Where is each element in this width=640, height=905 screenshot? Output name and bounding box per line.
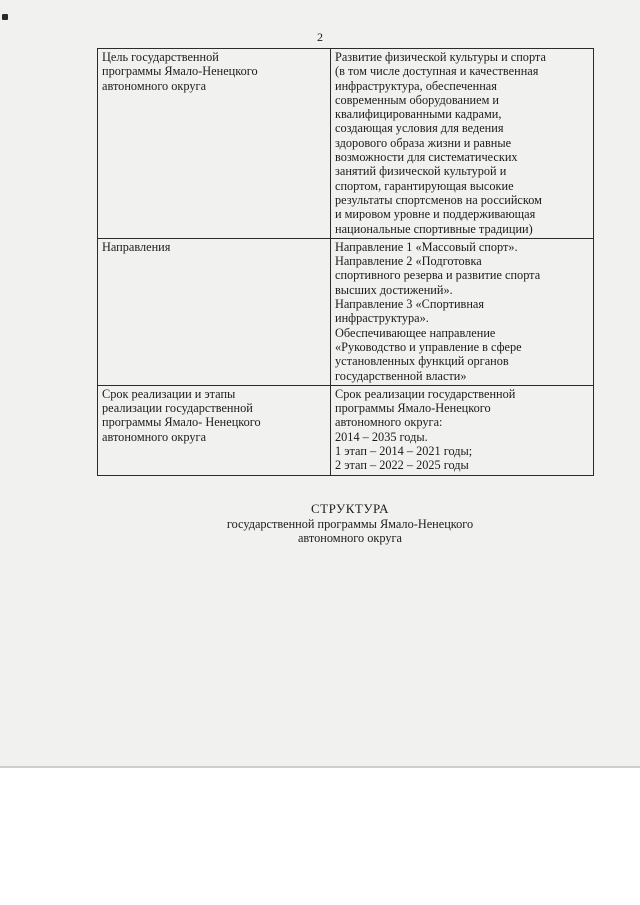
value-line: установленных функций органов <box>335 354 509 369</box>
table-row-directions <box>98 238 594 385</box>
table-cell-label <box>98 385 331 475</box>
value-line: спортом, гарантирующая высокие <box>335 178 514 193</box>
label-line: автономного округа <box>102 78 207 93</box>
value-line: Направление 1 «Массовый спорт». <box>335 239 518 254</box>
table-cell-label <box>98 49 331 239</box>
table-cell-label <box>98 238 331 385</box>
structure-subtitle-line: государственной программы Ямало-Ненецкого <box>226 516 474 531</box>
value-line: спортивного резерва и развитие спорта <box>335 268 541 283</box>
table-row-timeline <box>98 385 594 475</box>
value-line: инфраструктура». <box>335 311 429 326</box>
value-line: «Руководство и управление в сфере <box>335 339 522 354</box>
value-line: Обеспечивающее направление <box>335 325 496 340</box>
label-line: автономного округа <box>102 429 207 444</box>
value-line: Развитие физической культуры и спорта <box>335 50 546 64</box>
value-line: государственной власти» <box>335 368 467 383</box>
structure-title: СТРУКТУРА <box>311 501 389 516</box>
value-line: программы Ямало-Ненецкого <box>335 401 491 416</box>
value-line: Срок реализации государственной <box>335 386 516 401</box>
value-line: квалифицированными кадрами, <box>335 107 502 122</box>
label-line: Направления <box>102 239 171 254</box>
value-line: современным оборудованием и <box>335 92 500 107</box>
value-line: здорового образа жизни и равные <box>335 135 512 150</box>
table-cell-value <box>331 385 594 475</box>
label-line: Срок реализации и этапы <box>102 386 236 401</box>
label-line: программы Ямало- Ненецкого <box>102 415 261 430</box>
table-cell-value <box>331 238 594 385</box>
table-cell-value <box>331 49 594 239</box>
scan-artifact-mark <box>2 14 8 20</box>
value-line: инфраструктура, обеспеченная <box>335 78 497 93</box>
value-line: автономного округа: <box>335 415 443 430</box>
label-line: программы Ямало-Ненецкого <box>102 64 258 79</box>
value-line: высших достижений». <box>335 282 453 297</box>
scan-edge-shadow <box>0 766 640 768</box>
value-line: занятий физической культурой и <box>335 164 507 179</box>
structure-subtitle-line: автономного округа <box>297 531 403 545</box>
structure-heading <box>150 502 550 546</box>
value-line: (в том числе доступная и качественная <box>335 64 539 79</box>
value-line: результаты спортсменов на российском <box>335 192 542 207</box>
page-number: 2 <box>317 30 323 44</box>
value-line: 2014 – 2035 годы. <box>335 429 428 444</box>
label-line: реализации государственной <box>102 401 253 416</box>
value-line: национальные спортивные традиции) <box>335 221 533 236</box>
value-line: и мировом уровне и поддерживающая <box>335 207 536 222</box>
label-line: Цель государственной <box>102 50 219 64</box>
program-passport-table <box>97 48 594 476</box>
value-line: 2 этап – 2022 – 2025 годы <box>335 458 469 473</box>
value-line: 1 этап – 2014 – 2021 годы; <box>335 444 473 459</box>
table-row-goal <box>98 49 594 239</box>
value-line: Направление 2 «Подготовка <box>335 254 482 269</box>
value-line: возможности для систематических <box>335 150 518 165</box>
value-line: создающая условия для ведения <box>335 121 504 136</box>
value-line: Направление 3 «Спортивная <box>335 297 485 312</box>
